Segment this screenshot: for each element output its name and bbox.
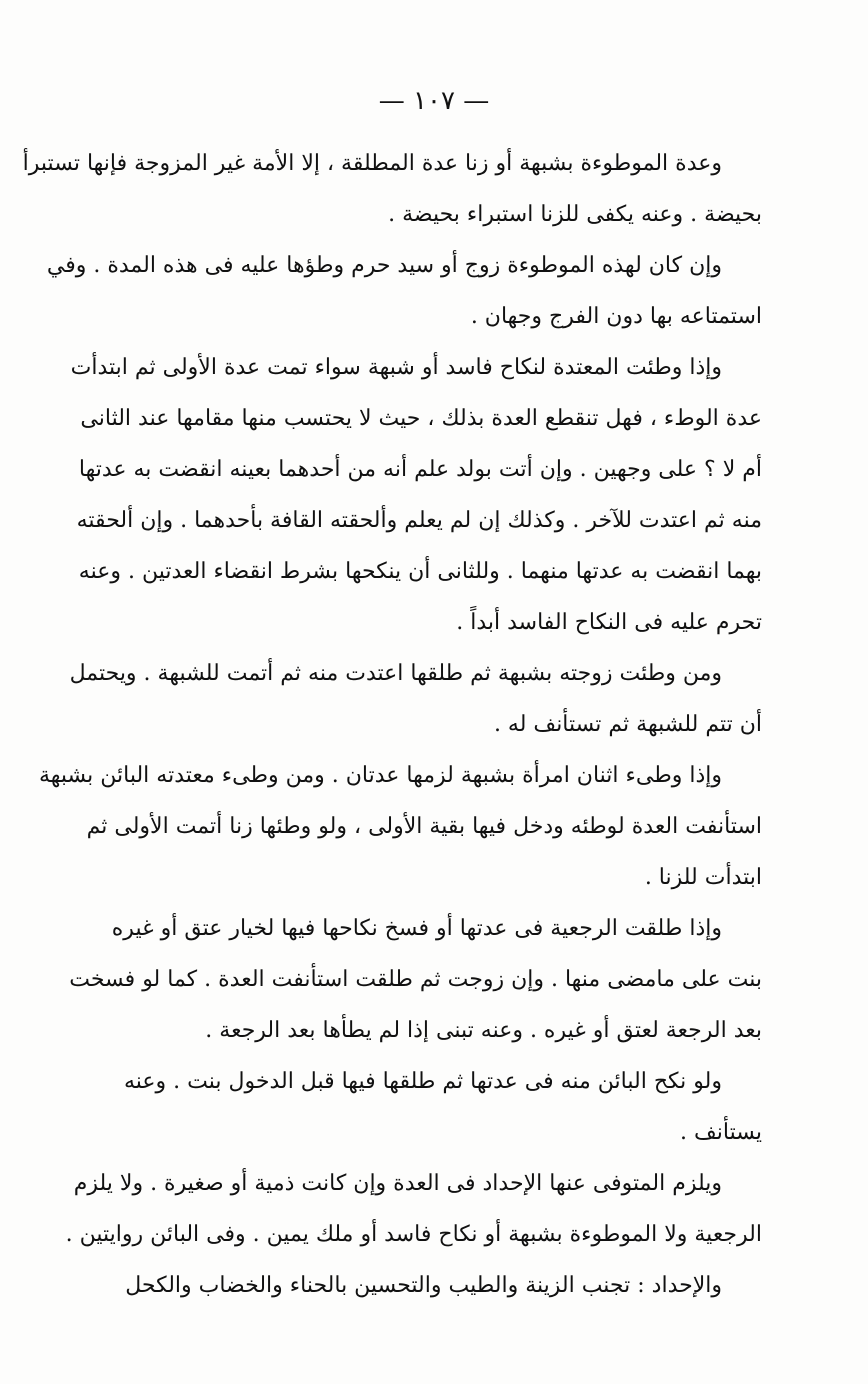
text-line: أم لا ؟ على وجهين . وإن أتت بولد علم أنه من أحدهما بعينه انقضت به عدتها xyxy=(78,457,762,482)
text-line: وإذا طلقت الرجعية فى عدتها أو فسخ نكاحها فيها لخيار عتق أو غيره xyxy=(111,916,722,941)
text-line: ابتدأت للزنا . xyxy=(644,865,762,890)
text-line: ويلزم المتوفى عنها الإحداد فى العدة وإن كانت ذمية أو صغيرة . ولا يلزم xyxy=(73,1171,722,1196)
paragraph xyxy=(22,138,762,240)
text-line: ولو نكح البائن منه فى عدتها ثم طلقها فيها قبل الدخول بنت . وعنه xyxy=(123,1069,722,1094)
text-line: تحرم عليه فى النكاح الفاسد أبداً . xyxy=(456,610,762,635)
text-line: أن تتم للشبهة ثم تستأنف له . xyxy=(493,712,762,737)
text-line: وعدة الموطوءة بشبهة أو زنا عدة المطلقة ، إلا الأمة غير المزوجة فإنها تستبرأ xyxy=(22,151,722,176)
text-line: منه ثم اعتدت للآخر . وكذلك إن لم يعلم وألحقته القافة بأحدهما . وإن ألحقته xyxy=(76,508,762,533)
paragraph xyxy=(112,1056,762,1158)
text-line: استمتاعه بها دون الفرج وجهان . xyxy=(470,304,762,329)
text-line: وإن كان لهذه الموطوءة زوج أو سيد حرم وطؤها عليه فى هذه المدة . وفي xyxy=(46,253,722,278)
text-line: عدة الوطء ، فهل تنقطع العدة بذلك ، حيث لا يحتسب منها مقامها عند الثانى xyxy=(80,406,762,431)
text-line: بحيضة . وعنه يكفى للزنا استبراء بحيضة . xyxy=(388,202,762,227)
text-line: والإحداد : تجنب الزينة والطيب والتحسين بالحناء والخضاب والكحل xyxy=(125,1273,722,1298)
paragraph xyxy=(70,342,762,648)
paragraph xyxy=(112,1260,762,1311)
text-line: وإذا وطىء اثنان امرأة بشبهة لزمها عدتان . ومن وطىء معتدته البائن بشبهة xyxy=(38,763,722,788)
text-line: الرجعية ولا الموطوءة بشبهة أو نكاح فاسد أو ملك يمين . وفى البائن روايتين . xyxy=(65,1222,762,1247)
text-line: بعد الرجعة لعتق أو غيره . وعنه تبنى إذا لم يطأها بعد الرجعة . xyxy=(205,1018,762,1043)
paragraph xyxy=(69,648,762,750)
text-line: بهما انقضت به عدتها منهما . وللثانى أن ينكحها بشرط انقضاء العدتين . وعنه xyxy=(78,559,762,584)
page-body xyxy=(22,138,762,1311)
paragraph xyxy=(65,1158,762,1260)
text-line: بنت على مامضى منها . وإن زوجت ثم طلقت استأنفت العدة . كما لو فسخت xyxy=(69,967,762,992)
page-number: — ١٠٧ — xyxy=(378,86,490,116)
text-line: يستأنف . xyxy=(680,1120,762,1145)
paragraph xyxy=(46,240,762,342)
text-line: وإذا وطئت المعتدة لنكاح فاسد أو شبهة سواء تمت عدة الأولى ثم ابتدأت xyxy=(70,355,722,380)
text-line: ومن وطئت زوجته بشبهة ثم طلقها اعتدت منه ثم أتمت للشبهة . ويحتمل xyxy=(69,661,722,686)
text-line: استأنفت العدة لوطئه ودخل فيها بقية الأولى ، ولو وطئها زنا أتمت الأولى ثم xyxy=(86,814,762,839)
paragraph xyxy=(38,750,762,903)
paragraph xyxy=(69,903,762,1056)
